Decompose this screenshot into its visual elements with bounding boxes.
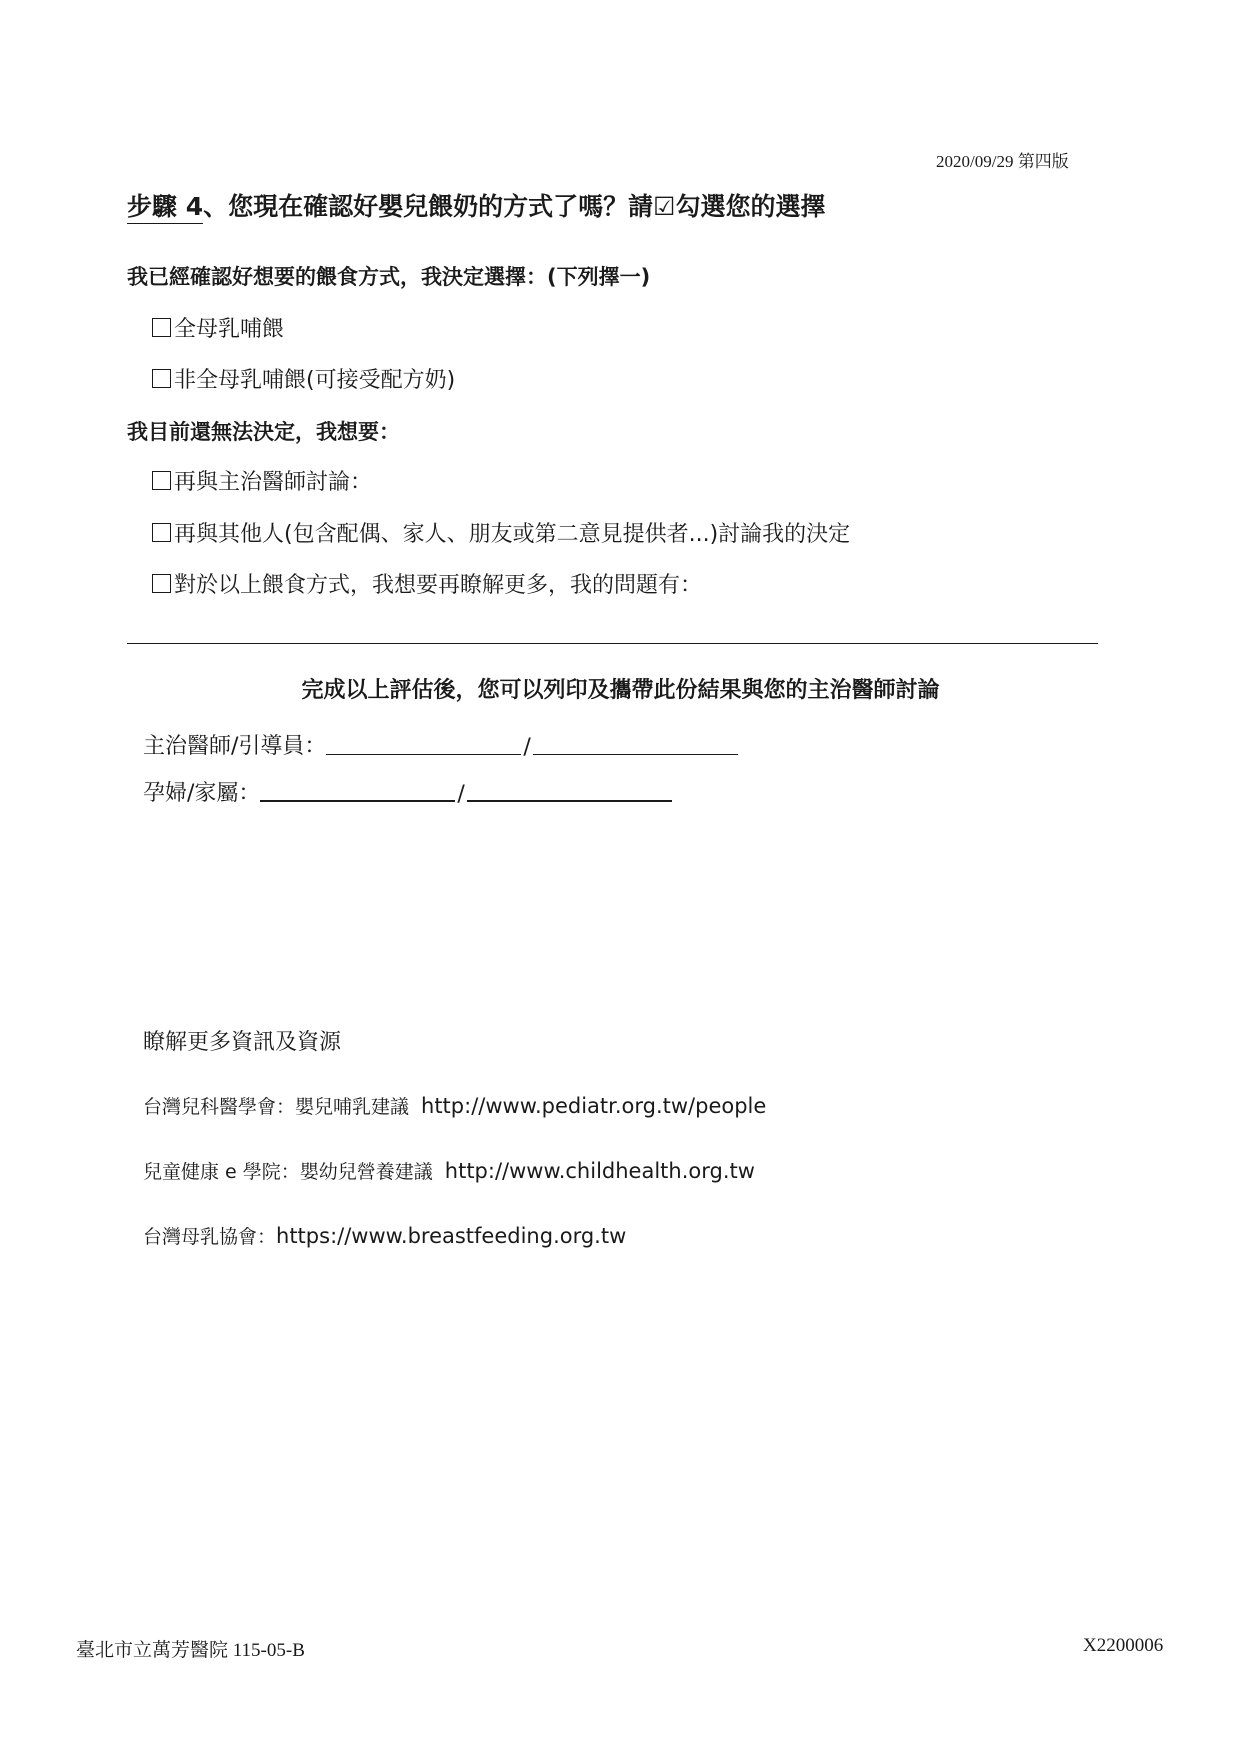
step-number: 步驟 4 (127, 192, 203, 224)
doctor-signature-field[interactable] (326, 754, 521, 755)
resource-item (143, 1222, 626, 1249)
option-learn-more[interactable] (152, 568, 702, 599)
option-discuss-others[interactable] (152, 517, 850, 548)
checkbox-partial-breastfeeding[interactable] (152, 369, 171, 388)
signature-separator: / (523, 735, 531, 760)
option-label: 再與主治醫師討論： (174, 470, 373, 495)
option-partial-breastfeeding[interactable] (152, 363, 455, 394)
option-label: 再與其他人(包含配偶、家人、朋友或第二意見提供者...)討論我的決定 (174, 522, 851, 547)
checkbox-discuss-others[interactable] (152, 523, 171, 542)
resource-link[interactable]: http://www.childhealth.org.tw (444, 1159, 755, 1183)
checkbox-learn-more[interactable] (152, 574, 171, 593)
resource-label: 台灣母乳協會： (143, 1226, 277, 1248)
completion-note: 完成以上評估後，您可以列印及攜帶此份結果與您的主治醫師討論 (301, 678, 940, 703)
mother-signature-field[interactable] (260, 800, 455, 802)
resource-label: 台灣兒科醫學會：嬰兒哺乳建議 (143, 1096, 410, 1118)
checkbox-full-breastfeeding[interactable] (152, 318, 171, 337)
resource-label: 兒童健康 e 學院：嬰幼兒營養建議 (143, 1161, 433, 1183)
family-signature-field[interactable] (467, 800, 672, 802)
resource-item (143, 1092, 766, 1119)
option-label: 對於以上餵食方式，我想要再瞭解更多，我的問題有： (174, 573, 703, 598)
resources-heading: 瞭解更多資訊及資源 (143, 1030, 342, 1055)
signature-separator: / (457, 782, 465, 807)
option-label: 非全母乳哺餵(可接受配方奶) (174, 368, 456, 393)
undecided-heading: 我目前還無法決定，我想要： (127, 420, 400, 444)
family-signature-label: 孕婦/家屬： (143, 781, 261, 806)
questions-answer-line[interactable] (127, 643, 1098, 644)
resource-item (143, 1157, 755, 1184)
family-signature-row (143, 776, 672, 807)
decided-heading: 我已經確認好想要的餵食方式，我決定選擇：(下列擇一) (127, 265, 651, 289)
doctor-signature-label: 主治醫師/引導員： (143, 734, 327, 759)
footer-form-code: 臺北市立萬芳醫院 115-05-B (76, 1640, 305, 1661)
step-question: 、您現在確認好嬰兒餵奶的方式了嗎？請☑勾選您的選擇 (203, 192, 826, 221)
resource-link[interactable]: https://www.breastfeeding.org.tw (276, 1224, 627, 1248)
footer-doc-id: X2200006 (1083, 1635, 1164, 1656)
option-full-breastfeeding[interactable] (152, 312, 284, 343)
version-label: 2020/09/29 第四版 (936, 152, 1069, 171)
guide-signature-field[interactable] (533, 754, 738, 755)
option-discuss-doctor[interactable] (152, 465, 372, 496)
checkbox-discuss-doctor[interactable] (152, 471, 171, 490)
resource-link[interactable]: http://www.pediatr.org.tw/people (421, 1094, 767, 1118)
option-label: 全母乳哺餵 (174, 317, 285, 342)
step-title (127, 187, 826, 223)
doctor-signature-row (143, 729, 738, 760)
